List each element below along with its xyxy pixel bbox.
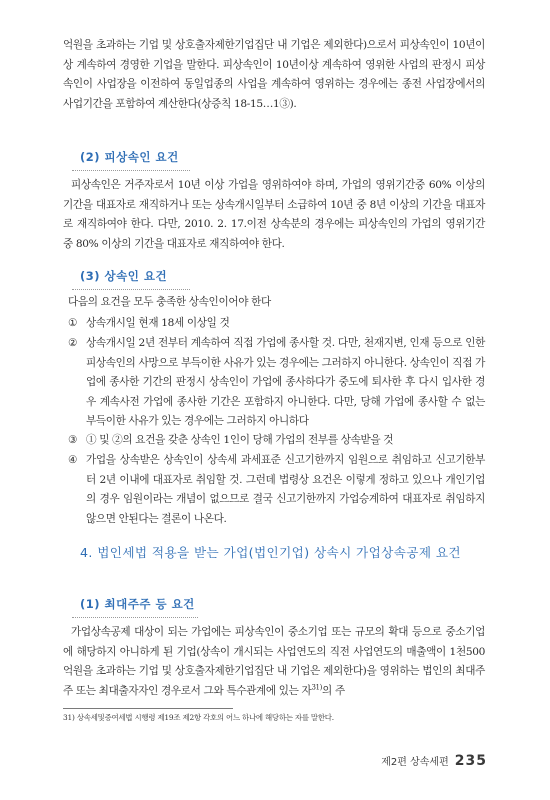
- footnote: 31) 상속세및증여세법 시행령 제19조 제2항 각호의 어느 하나에 해당하는 자를 말한다.: [63, 713, 334, 722]
- section-heading-corporate: 4. 법인세법 적용을 받는 가업(법인기업) 상속시 가업상속공제 요건: [80, 545, 461, 560]
- page-number: 235: [454, 753, 487, 769]
- heading-underline: [72, 289, 190, 290]
- list-number: ①: [68, 317, 78, 329]
- paragraph-continuation: 억원을 초과하는 기업 및 상호출자제한기업집단 내 기업은 제외한다)으로서 피상속인이 10년이상 계속하여 경영한 기업을 말한다. 피상속인이 10년이상 계속하여 영위한 사업의 판정시 피상속인이 사업장을 이전하여 동일업종의 사업을 계속하여 영위하는 경우에는 종전 사업장에서의 사업기간을 포함하여 계산한다(상증칙 18-15…1③).: [63, 39, 485, 110]
- heading-largest-shareholder: (1) 최대주주 등 요건: [80, 597, 195, 611]
- list-text: 상속개시일 현재 18세 이상일 것: [86, 317, 230, 329]
- list-item-4: [68, 451, 485, 529]
- heading-heir-requirements: (3) 상속인 요건: [80, 269, 168, 283]
- paragraph-largest-shareholder: [63, 623, 485, 701]
- heading-underline: [72, 170, 190, 171]
- list-number: ②: [68, 337, 78, 349]
- list-text: 가업을 상속받은 상속인이 상속세 과세표준 신고기한까지 임원으로 취임하고 신고기한부터 2년 이내에 대표자로 취임할 것. 그런데 법령상 요건은 이렇게 정하고 있으나 개인기업의 경우 임원이라는 개념이 없으므로 결국 신고기한까지 가업승계하여 대표자로 취임하지 않으면 안된다는 결론이 나온다.: [86, 454, 485, 525]
- list-item-3: [68, 431, 485, 451]
- paragraph-body: 가업상속공제 대상이 되는 가업에는 피상속인이 중소기업 또는 규모의 확대 등으로 중소기업에 해당하지 아니하게 된 기업(상속이 개시되는 사업연도의 직전 사업연도의 매출액이 1천500억원을 초과하는 기업 및 상호출자제한기업집단 내 기업은 제외한다)을 영위하는 법인의 최대주주 또는 최대출자자인 경우로서 그와 특수관계에 있는 자: [63, 626, 485, 697]
- paragraph-decedent-requirements: 피상속인은 거주자로서 10년 이상 가업을 영위하여야 하며, 가업의 영위기간중 60% 이상의 기간을 대표자로 재직하거나 또는 상속개시일부터 소급하여 10년 중 8년 이상의 기간을 대표자로 재직하여야 한다. 다만, 2010. 2. 17.이전 상속분의 경우에는 피상속인의 가업의 영위기간 중 80% 이상의 기간을 대표자로 재직하여야 한다.: [63, 179, 485, 250]
- list-text: 상속개시일 2년 전부터 계속하여 직접 가업에 종사할 것. 다만, 천재지변, 인재 등으로 인한 피상속인의 사망으로 부득이한 사유가 있는 경우에는 그러하지 아니한다. 상속인이 직접 가업에 종사한 기간의 판정시 상속인이 가업에 종사하다가 중도에 퇴사한 후 다시 입사한 경우 계속사전 가업에 종사한 기간은 포함하지 아니한다. 다만, 당해 가업에 종사할 수 없는 부득이한 사유가 있는 경우에는 그러하지 아니하다: [86, 337, 485, 427]
- list-item-2: [68, 334, 485, 432]
- list-number: ③: [68, 434, 78, 446]
- list-text: ① 및 ②의 요건을 갖춘 상속인 1인이 당해 가업의 전부를 상속받을 것: [86, 434, 394, 446]
- footer-section-label: 제2편 상속세편: [381, 757, 449, 768]
- footnote-ref[interactable]: 31): [311, 682, 323, 691]
- footnote-divider: [63, 708, 233, 709]
- heading-decedent-requirements: (2) 피상속인 요건: [80, 150, 179, 164]
- list-number: ④: [68, 454, 78, 466]
- list-item-1: [68, 314, 485, 334]
- heading-underline: [72, 617, 198, 618]
- paragraph-heir-intro: 다음의 요건을 모두 충족한 상속인이어야 한다: [68, 296, 271, 308]
- page-footer: [381, 753, 487, 769]
- paragraph-tail: 의 주: [322, 684, 345, 697]
